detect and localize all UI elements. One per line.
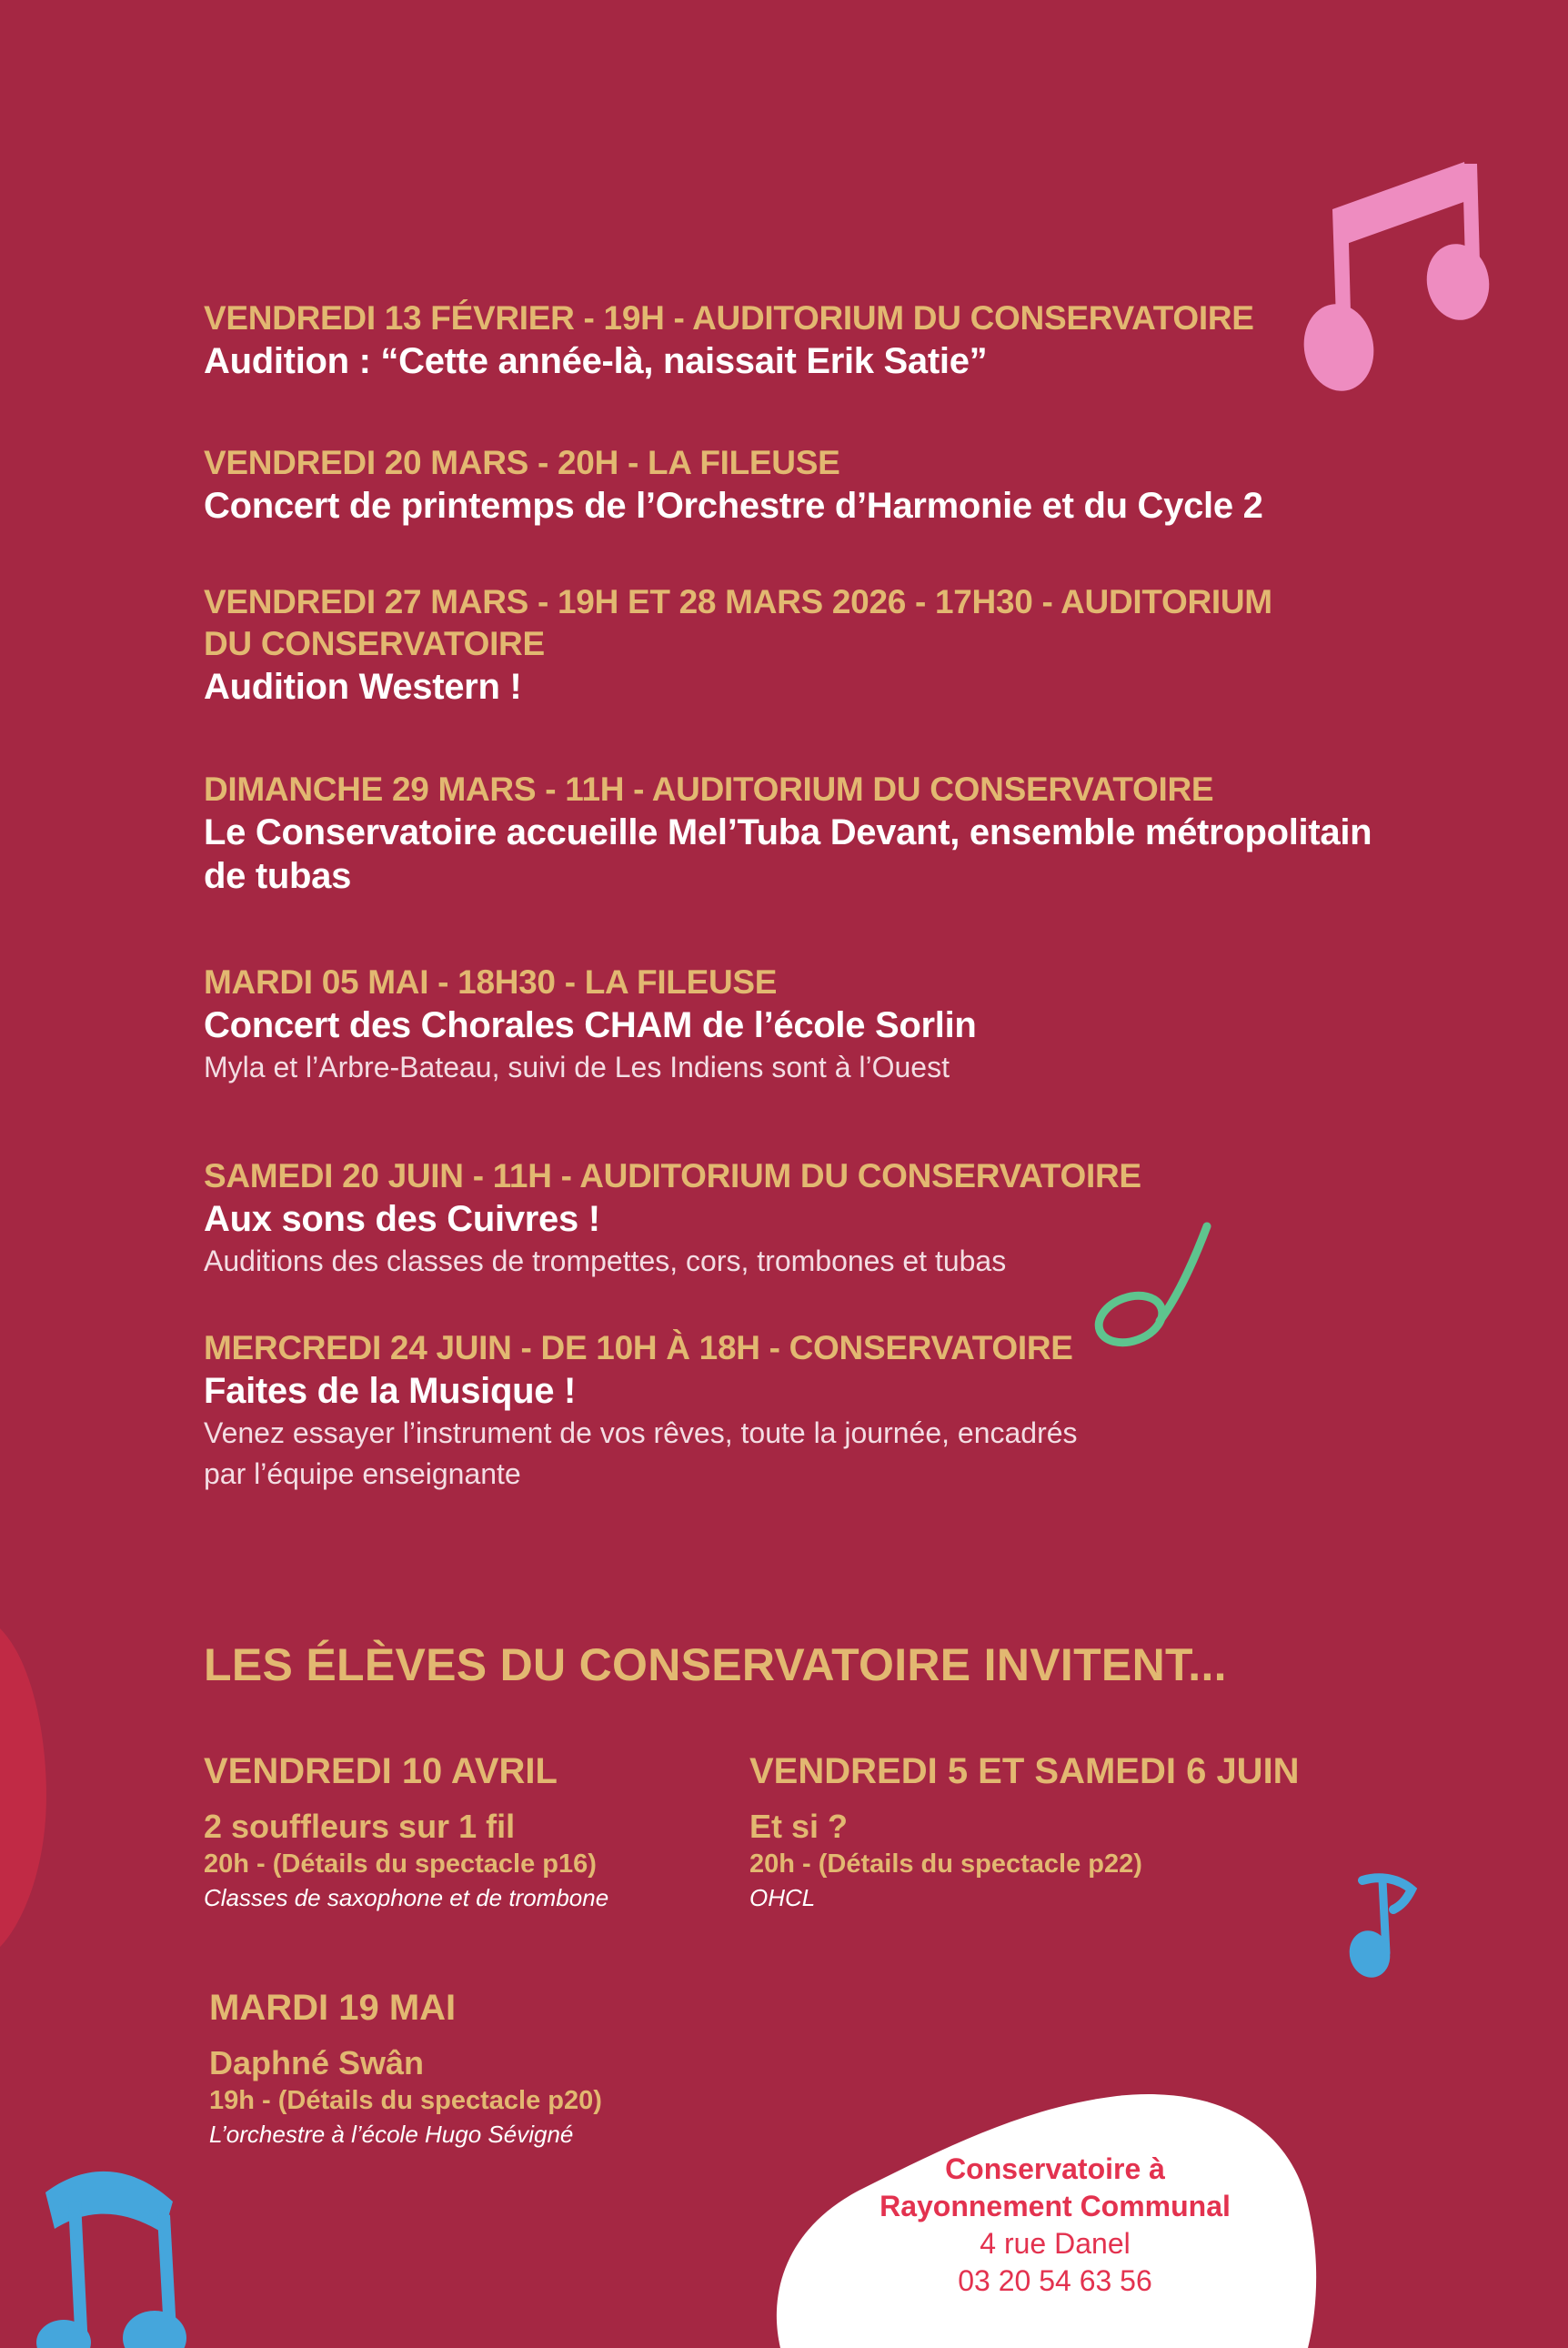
invite-title: Et si ? (749, 1808, 849, 1845)
event-date-continued: DU CONSERVATOIRE (204, 625, 545, 662)
event-description: Auditions des classes de trompettes, cors, trombones et tubas (204, 1245, 1007, 1277)
event-title: Le Conservatoire accueille Mel’Tuba Devant, ensemble métropolitain (204, 812, 1372, 852)
event-2 (204, 442, 1263, 528)
event-5 (204, 962, 977, 1088)
event-date: MARDI 05 MAI - 18H30 - LA FILEUSE (204, 963, 778, 1001)
invite-time: 20h - (Détails du spectacle p16) (204, 1849, 597, 1879)
event-title: Aux sons des Cuivres ! (204, 1199, 600, 1239)
event-date: VENDREDI 20 MARS - 20H - LA FILEUSE (204, 444, 840, 481)
event-date: VENDREDI 13 FÉVRIER - 19H - AUDITORIUM DU CONSERVATOIRE (204, 299, 1254, 337)
event-description: Venez essayer l’instrument de vos rêves, toute la journée, encadrés (204, 1416, 1078, 1449)
invite-title: 2 souffleurs sur 1 fil (204, 1808, 516, 1845)
invite-subtitle: OHCL (749, 1884, 816, 1911)
event-title: Faites de la Musique ! (204, 1371, 577, 1411)
event-date: DIMANCHE 29 MARS - 11H - AUDITORIUM DU CONSERVATOIRE (204, 771, 1214, 808)
contact-info (819, 2151, 1292, 2300)
pink-music-note-icon (1292, 146, 1510, 400)
event-title: Concert de printemps de l’Orchestre d’Harmonie et du Cycle 2 (204, 486, 1263, 526)
invite-date: MARDI 19 MAI (209, 1988, 457, 2028)
contact-name-line1: Conservatoire à (945, 2152, 1165, 2185)
contact-name-line2: Rayonnement Communal (879, 2190, 1231, 2222)
event-3 (204, 581, 1272, 709)
event-date: SAMEDI 20 JUIN - 11H - AUDITORIUM DU CONSERVATOIRE (204, 1157, 1141, 1194)
event-date: VENDREDI 27 MARS - 19H ET 28 MARS 2026 - 17H30 - AUDITORIUM (204, 583, 1272, 620)
event-description: Myla et l’Arbre-Bateau, suivi de Les Indiens sont à l’Ouest (204, 1051, 950, 1083)
contact-phone: 03 20 54 63 56 (958, 2264, 1152, 2297)
invite-item-3 (209, 1985, 602, 2151)
invite-time: 19h - (Détails du spectacle p20) (209, 2086, 602, 2115)
blue-music-note-icon (1337, 1869, 1428, 1988)
section-heading: LES ÉLÈVES DU CONSERVATOIRE INVITENT... (204, 1639, 1227, 1690)
left-edge-shape (0, 1628, 55, 1947)
invite-time: 20h - (Détails du spectacle p22) (749, 1849, 1142, 1879)
invite-subtitle: L’orchestre à l’école Hugo Sévigné (209, 2121, 574, 2148)
event-title: Concert des Chorales CHAM de l’école Sorlin (204, 1005, 977, 1045)
invite-date: VENDREDI 10 AVRIL (204, 1751, 558, 1791)
invite-date: VENDREDI 5 ET SAMEDI 6 JUIN (749, 1751, 1300, 1791)
event-description-continued: par l’équipe enseignante (204, 1457, 521, 1490)
invite-subtitle: Classes de saxophone et de trombone (204, 1884, 609, 1911)
event-4 (204, 769, 1372, 898)
event-title-continued: de tubas (204, 856, 352, 896)
blue-double-note-icon (27, 2147, 200, 2348)
event-7 (204, 1327, 1078, 1495)
invite-item-1 (204, 1748, 608, 1914)
contact-address: 4 rue Danel (980, 2227, 1131, 2260)
invite-item-2 (749, 1748, 1300, 1914)
event-title: Audition : “Cette année-là, naissait Erik Satie” (204, 341, 988, 381)
event-date: MERCREDI 24 JUIN - DE 10H À 18H - CONSERVATOIRE (204, 1329, 1073, 1366)
event-title: Audition Western ! (204, 667, 522, 707)
event-1 (204, 297, 1254, 383)
event-6 (204, 1155, 1141, 1282)
invite-title: Daphné Swân (209, 2044, 425, 2081)
